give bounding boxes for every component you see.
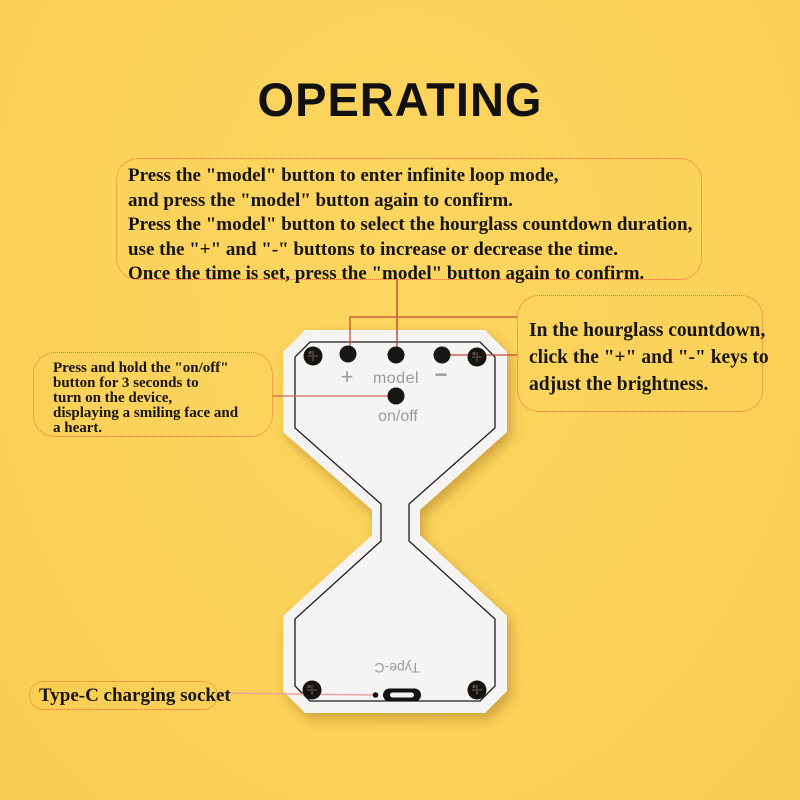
- instruction-line: use the "+" and "-" buttons to increase or decrease the time.: [128, 238, 618, 260]
- instruction-line: adjust the brightness.: [529, 374, 709, 395]
- instruction-line: Press the "model" button to enter infinite loop mode,: [128, 165, 559, 186]
- instruction-line: turn on the device,: [53, 389, 173, 406]
- typec-port-slot: [390, 693, 414, 698]
- instruction-line: button for 3 seconds to: [53, 374, 199, 391]
- instruction-line: Press the "model" button to select the hourglass countdown duration,: [128, 214, 693, 235]
- indicator-led-dot: [373, 692, 379, 698]
- power-on-instructions-box: [33, 352, 273, 437]
- device-body: [283, 330, 507, 713]
- charging-socket-label: Type-C charging socket: [29, 681, 218, 710]
- screw-top-left: [304, 347, 323, 366]
- minus-button-label: −: [434, 362, 448, 387]
- minus-button: [434, 347, 451, 364]
- plus-button-label: +: [340, 364, 354, 389]
- typec-port-label: Type-C: [374, 660, 420, 676]
- instruction-line: a heart.: [53, 419, 103, 436]
- instruction-line: Press and hold the "on/off": [53, 360, 229, 376]
- page-title: OPERATING: [257, 73, 543, 126]
- model-button: [388, 347, 405, 364]
- instruction-line: click the "+" and "-" keys to: [529, 347, 769, 368]
- screw-bottom-left: [303, 681, 322, 700]
- instruction-line: displaying a smiling face and: [53, 404, 239, 421]
- plus-button: [340, 346, 357, 363]
- onoff-button-label: on/off: [378, 408, 418, 425]
- onoff-button: [388, 388, 405, 405]
- brightness-instructions-box: [517, 295, 769, 412]
- instruction-line: In the hourglass countdown,: [529, 320, 766, 341]
- model-button-label: model: [372, 370, 420, 387]
- instruction-line: and press the "model" button again to confirm.: [128, 189, 513, 211]
- screw-top-right: [468, 348, 487, 367]
- model-instructions-box: [116, 158, 702, 284]
- instruction-line: Once the time is set, press the "model" button again to confirm.: [128, 263, 645, 284]
- screw-bottom-right: [468, 681, 487, 700]
